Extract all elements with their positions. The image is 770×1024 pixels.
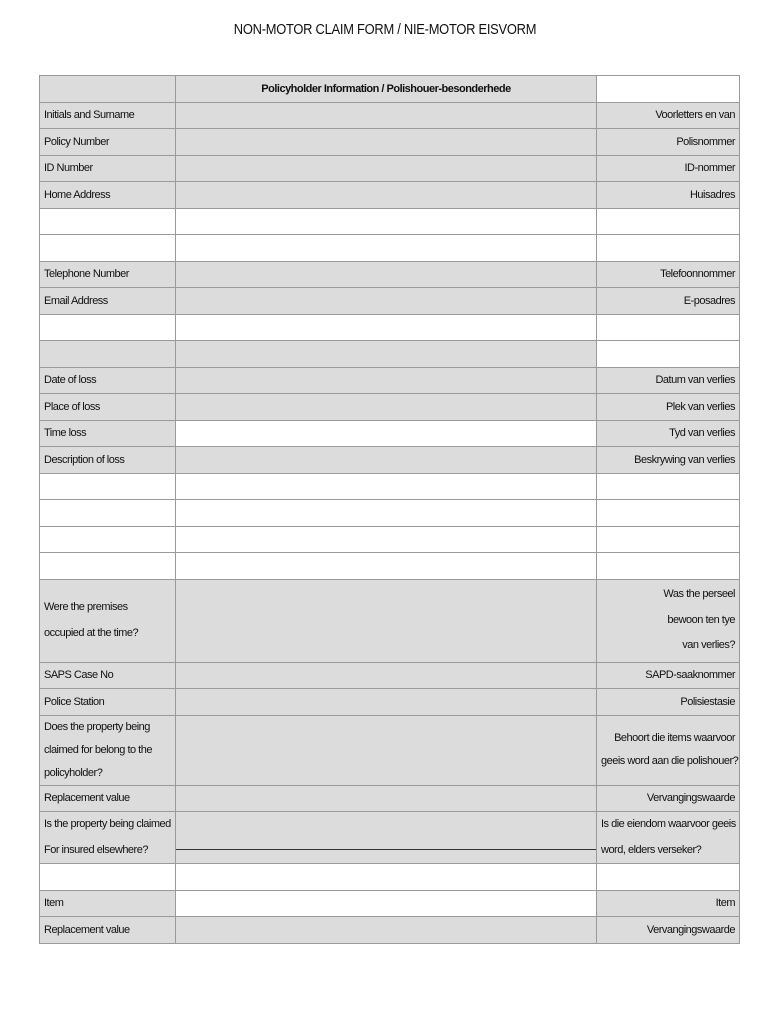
table-row (40, 473, 740, 500)
address-line-2[interactable] (176, 208, 597, 235)
policy-field[interactable] (176, 129, 597, 156)
desc-loss-label: Description of loss (40, 447, 176, 474)
table-row (40, 579, 740, 662)
place-loss-field[interactable] (176, 394, 597, 421)
address-label: Home Address (40, 182, 176, 209)
table-row (40, 526, 740, 553)
table-row (40, 689, 740, 716)
policy-label: Policy Number (40, 129, 176, 156)
belong-field[interactable] (176, 715, 597, 785)
table-row (40, 662, 740, 689)
replacement-label-af-2: Vervangingswaarde (597, 917, 740, 944)
id-label-af: ID-nommer (597, 155, 740, 182)
replacement-label: Replacement value (40, 785, 176, 812)
replacement-label-2: Replacement value (40, 917, 176, 944)
police-field[interactable] (176, 689, 597, 716)
table-row (40, 917, 740, 944)
blank-field[interactable] (176, 864, 597, 891)
table-row (40, 129, 740, 156)
table-row (40, 314, 740, 341)
table-row (40, 288, 740, 315)
section-header: Policyholder Information / Polishouer-besonderhede (176, 76, 597, 103)
claim-form-table (39, 75, 740, 944)
date-loss-label: Date of loss (40, 367, 176, 394)
insured-label-af: Is die eiendom waarvoor geeis word, elders verseker? (597, 812, 740, 864)
address-field[interactable] (176, 182, 597, 209)
police-label: Police Station (40, 689, 176, 716)
desc-line-5[interactable] (176, 553, 597, 580)
table-row (40, 155, 740, 182)
desc-loss-field[interactable] (176, 447, 597, 474)
belong-label-af: Behoort die items waarvoor geeis word aan die polishouer? (597, 715, 740, 785)
desc-loss-label-af: Beskrywing van verlies (597, 447, 740, 474)
replacement-field[interactable] (176, 785, 597, 812)
form-title: NON-MOTOR CLAIM FORM / NIE-MOTOR EISVORM (233, 21, 537, 38)
telephone-field[interactable] (176, 261, 597, 288)
initials-field[interactable] (176, 102, 597, 129)
table-row (40, 420, 740, 447)
police-label-af: Polisiestasie (597, 689, 740, 716)
telephone-label: Telephone Number (40, 261, 176, 288)
premises-label-af: Was the perseel bewoon ten tye van verlies? (597, 579, 740, 662)
desc-line-4[interactable] (176, 526, 597, 553)
desc-line-2[interactable] (176, 473, 597, 500)
item-label-af: Item (597, 890, 740, 917)
table-row (40, 261, 740, 288)
table-row (40, 182, 740, 209)
section-header-row (40, 76, 740, 103)
table-row (40, 367, 740, 394)
time-loss-label: Time loss (40, 420, 176, 447)
premises-label: Were the premises occupied at the time? (40, 579, 176, 662)
table-row (40, 102, 740, 129)
table-row (40, 785, 740, 812)
time-loss-label-af: Tyd van verlies (597, 420, 740, 447)
table-row (40, 864, 740, 891)
id-field[interactable] (176, 155, 597, 182)
address-label-af: Huisadres (597, 182, 740, 209)
policy-label-af: Polisnommer (597, 129, 740, 156)
email-field[interactable] (176, 288, 597, 315)
table-row (40, 447, 740, 474)
table-row (40, 394, 740, 421)
table-row (40, 500, 740, 527)
id-label: ID Number (40, 155, 176, 182)
blank-field[interactable] (176, 314, 597, 341)
place-loss-label: Place of loss (40, 394, 176, 421)
belong-label: Does the property being claimed for belong to the policyholder? (40, 715, 176, 785)
replacement-label-af: Vervangingswaarde (597, 785, 740, 812)
initials-label-af: Voorletters en van (597, 102, 740, 129)
saps-label: SAPS Case No (40, 662, 176, 689)
premises-field[interactable] (176, 579, 597, 662)
table-row (40, 890, 740, 917)
item-label: Item (40, 890, 176, 917)
desc-line-3[interactable] (176, 500, 597, 527)
place-loss-label-af: Plek van verlies (597, 394, 740, 421)
table-row (40, 553, 740, 580)
saps-field[interactable] (176, 662, 597, 689)
replacement-field-2[interactable] (176, 917, 597, 944)
table-row (40, 208, 740, 235)
telephone-label-af: Telefoonnommer (597, 261, 740, 288)
time-loss-field[interactable] (176, 420, 597, 447)
insured-label: Is the property being claimed For insured elsewhere? (40, 812, 176, 864)
address-line-3[interactable] (176, 235, 597, 262)
table-row (40, 715, 740, 785)
item-field[interactable] (176, 890, 597, 917)
insured-field[interactable] (176, 812, 597, 864)
table-row (40, 235, 740, 262)
email-label: Email Address (40, 288, 176, 315)
date-loss-field[interactable] (176, 367, 597, 394)
table-row (40, 812, 740, 864)
initials-label: Initials and Surname (40, 102, 176, 129)
table-row (40, 341, 740, 368)
email-label-af: E-posadres (597, 288, 740, 315)
saps-label-af: SAPD-saaknommer (597, 662, 740, 689)
date-loss-label-af: Datum van verlies (597, 367, 740, 394)
blank-field[interactable] (176, 341, 597, 368)
